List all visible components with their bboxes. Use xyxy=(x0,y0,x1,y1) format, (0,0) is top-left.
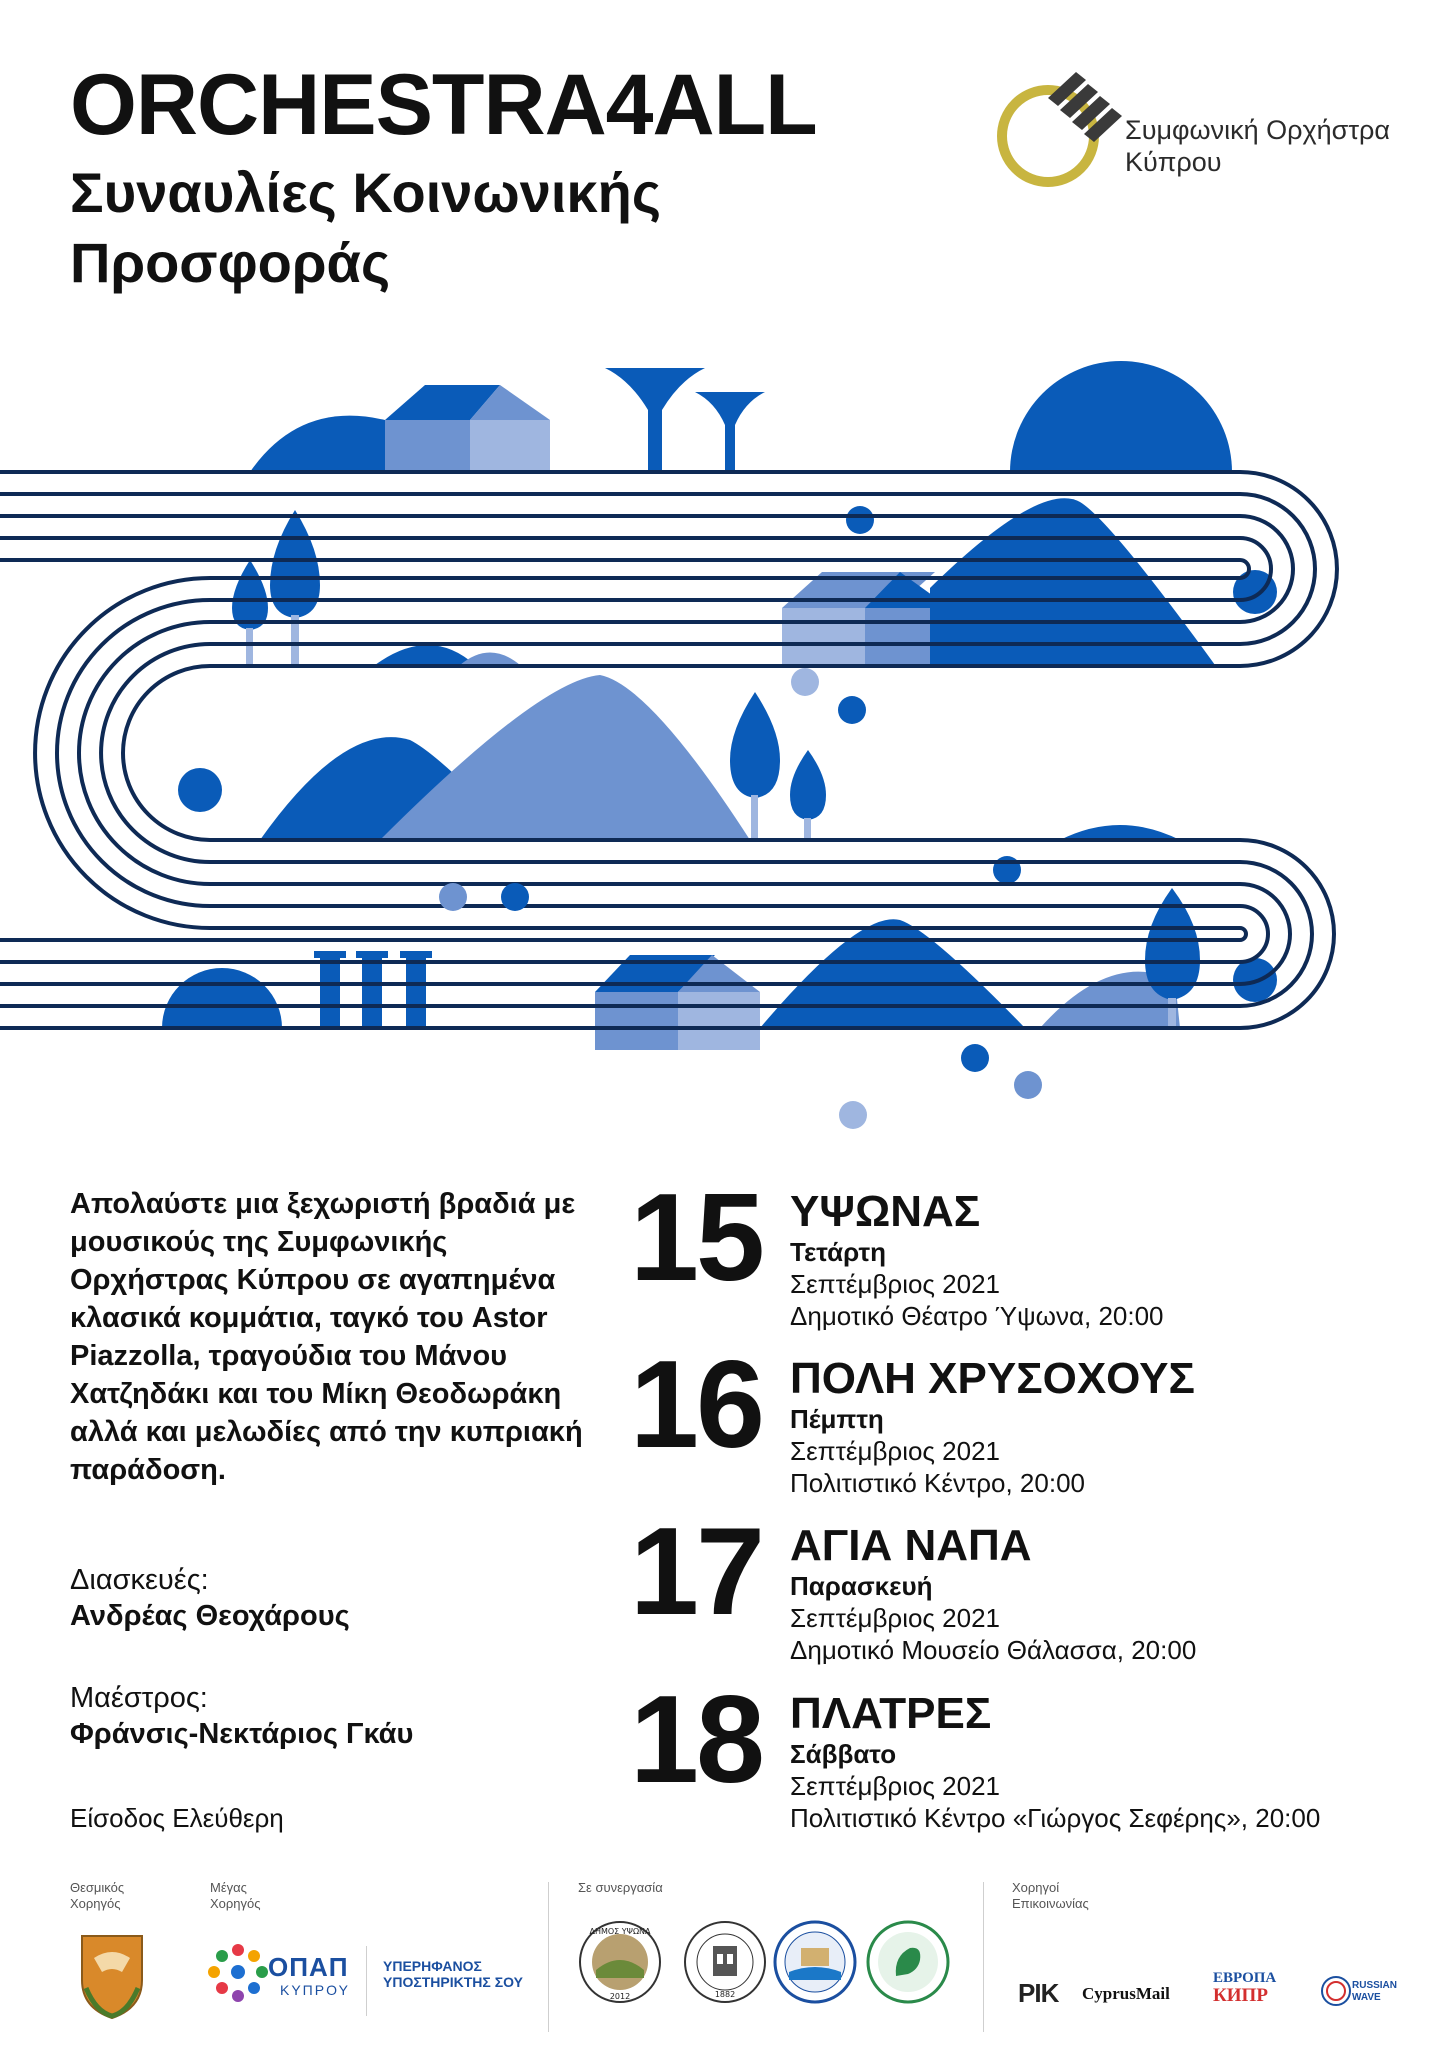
tree-icon xyxy=(730,692,826,840)
intro-text: Απολαύστε μια ξεχωριστή βραδιά με μουσικούς της Συμφωνικής Ορχήστρας Κύπρου σε αγαπημένα κλασικά κομμάτια, ταγκό του Astor Piazzolla, τραγούδια του Μάνου Χατζηδάκι και του Μίκη Θεοδωράκη αλλά και μελωδίες από την κυπριακή παράδοση. xyxy=(70,1188,583,1486)
event-weekday: Τετάρτη xyxy=(790,1237,887,1267)
opap-logo-text: ΟΠΑΠ xyxy=(268,1952,349,1982)
hill xyxy=(250,416,385,472)
cyprus-mail-logo: CyprusMail xyxy=(1082,1984,1170,2003)
event-city: ΠΟΛΗ ΧΡΥΣΟΧΟΥΣ xyxy=(790,1354,1195,1403)
mountain xyxy=(930,498,1215,665)
divider xyxy=(366,1946,367,2016)
note-dot xyxy=(838,696,866,724)
event-item xyxy=(630,1671,1430,1850)
seal-ypsonas-name: ΔΗΜΟΣ ΥΨΩΝΑ xyxy=(589,1927,651,1936)
event-month: Σεπτέμβριος 2021 xyxy=(790,1603,1001,1633)
event-venue: Πολιτιστικό Κέντρο «Γιώργος Σεφέρης», 20:00 xyxy=(790,1803,1321,1833)
poster-title: ORCHESTRA4ALL xyxy=(70,57,817,153)
sun xyxy=(162,968,282,1028)
arrangements-name: Ανδρέας Θεοχάρους xyxy=(70,1600,350,1632)
tree-icon xyxy=(232,510,320,665)
event-item xyxy=(630,1503,1430,1682)
orchestra-logo-text xyxy=(1125,114,1390,178)
poster-subtitle: Συναυλίες Κοινωνικής Προσφοράς xyxy=(70,161,661,294)
major-sponsor-label: Μέγας Χορηγός xyxy=(210,1880,261,1911)
wave-text: WAVE xyxy=(1352,1992,1381,2003)
ypsonas-seal-icon xyxy=(578,1920,663,2005)
orchestra-logo-icon xyxy=(990,68,1130,198)
evropa-kipr-logo xyxy=(1213,1970,1276,2004)
opap-logo-subtext: ΚΥΠΡΟΥ xyxy=(280,1982,350,1998)
event-day: 17 xyxy=(630,1503,762,1641)
event-item xyxy=(630,1336,1430,1515)
russian-text: RUSSIAN xyxy=(1352,1980,1398,1991)
divider xyxy=(548,1882,549,2032)
note-dot xyxy=(791,668,819,696)
event-month: Σεπτέμβριος 2021 xyxy=(790,1771,1001,1801)
conductor-credit xyxy=(70,1680,590,1752)
house-icon xyxy=(385,385,550,472)
seal-ypsonas-year: 2012 xyxy=(609,1992,631,2001)
event-month: Σεπτέμβριος 2021 xyxy=(790,1436,1001,1466)
mountain xyxy=(380,675,750,840)
event-city: ΑΓΙΑ ΝΑΠΑ xyxy=(790,1521,1032,1570)
communication-sponsors-label: Χορηγοί Επικοινωνίας xyxy=(1012,1880,1089,1911)
opap-dots-icon xyxy=(208,1942,268,2004)
seal-polis-year: 1882 xyxy=(714,1990,736,1999)
row3-scenery xyxy=(178,668,1180,840)
arrangements-credit xyxy=(70,1562,590,1634)
event-day: 16 xyxy=(630,1336,762,1474)
event-weekday: Πέμπτη xyxy=(790,1404,884,1434)
event-venue: Πολιτιστικό Κέντρο, 20:00 xyxy=(790,1468,1085,1498)
house-icon xyxy=(595,955,760,1050)
note-dot xyxy=(846,506,874,534)
row2-scenery xyxy=(232,498,1277,665)
bush xyxy=(375,645,475,665)
divider xyxy=(983,1882,984,2032)
cooperation-label: Σε συνεργασία xyxy=(578,1880,663,1895)
event-weekday: Σάββατο xyxy=(790,1739,897,1769)
conductor-name: Φράνσις-Νεκτάριος Γκάυ xyxy=(70,1718,414,1750)
note-dot xyxy=(961,1044,989,1072)
note-dot xyxy=(178,768,222,812)
polis-seal-icon xyxy=(683,1920,768,2005)
bush xyxy=(460,653,520,666)
kipr-text: КИПР xyxy=(1213,1985,1268,2006)
event-city: ΥΨΩΝΑΣ xyxy=(790,1187,981,1236)
institutional-sponsor-label: Θεσμικός Χορηγός xyxy=(70,1880,125,1911)
note-dot xyxy=(439,883,467,911)
rik-logo: ΡΙΚ xyxy=(1018,1978,1059,2008)
landscape-illustration xyxy=(0,340,1449,1140)
bush xyxy=(1060,825,1180,840)
event-venue: Δημοτικό Θέατρο Ύψωνα, 20:00 xyxy=(790,1301,1164,1331)
agia-napa-seal-icon xyxy=(773,1920,858,2005)
house-icon xyxy=(782,572,950,665)
note-dot xyxy=(1014,1071,1042,1099)
russian-wave-logo xyxy=(1318,1966,1408,2016)
note-dot xyxy=(839,1101,867,1129)
sponsors-footer xyxy=(0,1870,1449,2048)
cyprus-emblem-icon xyxy=(72,1928,152,2023)
entry-free-text: Είσοδος Ελεύθερη xyxy=(70,1803,284,1833)
event-day: 15 xyxy=(630,1169,762,1307)
logo-line-1: Συμφωνική Ορχήστρα xyxy=(1125,115,1390,145)
mountain xyxy=(760,919,1025,1028)
proud-supporter-text: ΥΠΕΡΗΦΑΝΟΣ ΥΠΟΣΤΗΡΙΚΤΗΣ ΣΟΥ xyxy=(383,1958,523,1990)
conductor-label: Μαέστρος: xyxy=(70,1682,208,1714)
sun xyxy=(1010,361,1232,472)
event-venue: Δημοτικό Μουσείο Θάλασσα, 20:00 xyxy=(790,1635,1197,1665)
platres-seal-icon xyxy=(866,1920,951,2005)
evropa-text: ЕВРОПА xyxy=(1213,1970,1277,1986)
note-dot xyxy=(501,883,529,911)
event-item xyxy=(630,1169,1430,1348)
arrangements-label: Διασκευές: xyxy=(70,1564,209,1596)
logo-line-2: Κύπρου xyxy=(1125,147,1222,177)
event-day: 18 xyxy=(630,1671,762,1809)
event-city: ΠΛΑΤΡΕΣ xyxy=(790,1689,992,1738)
event-weekday: Παρασκευή xyxy=(790,1571,933,1601)
row1-scenery xyxy=(250,361,1232,472)
orchestra-logo xyxy=(990,68,1410,198)
horn-icon xyxy=(605,368,765,472)
event-month: Σεπτέμβριος 2021 xyxy=(790,1269,1001,1299)
